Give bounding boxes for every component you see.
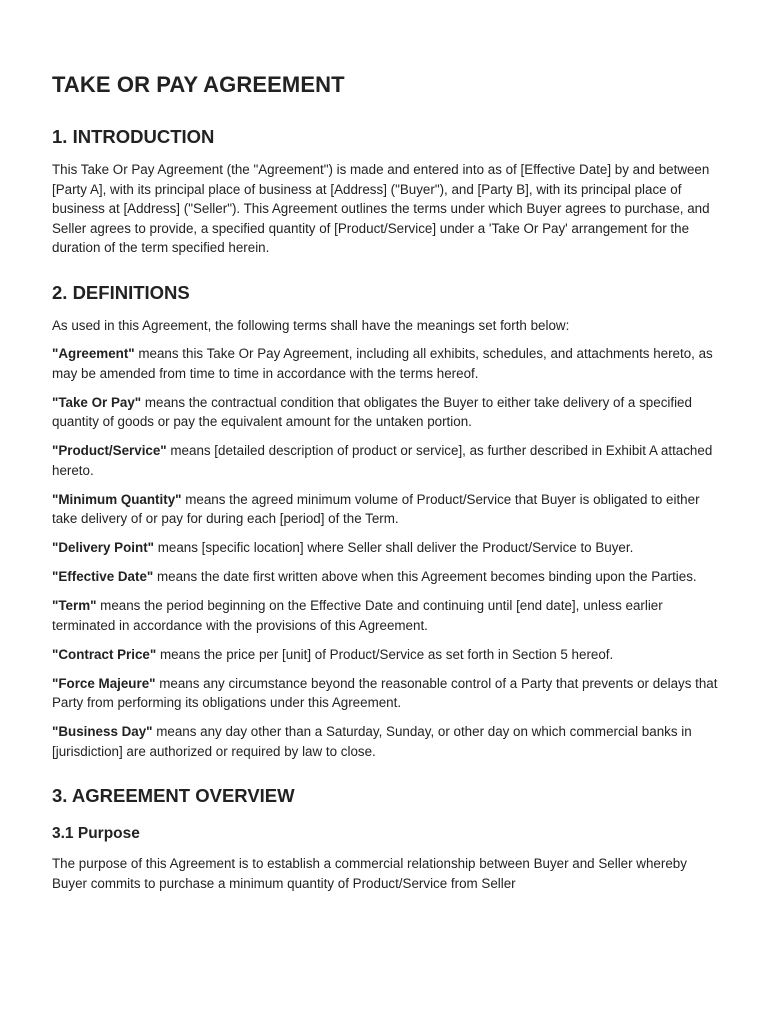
definition-term: "Contract Price" (52, 646, 157, 662)
definition-business-day (52, 722, 720, 761)
definition-text: means the period beginning on the Effective Date and continuing until [end date], unless earlier terminated in accordance with the provisions of this Agreement. (52, 598, 663, 633)
definition-minimum-quantity (52, 490, 720, 529)
definition-effective-date (52, 567, 720, 587)
definition-term: "Minimum Quantity" (52, 491, 182, 507)
definition-text: means any circumstance beyond the reasonable control of a Party that prevents or delays that Party from performing its obligations under this Agreement. (52, 675, 718, 710)
definition-delivery-point (52, 538, 720, 558)
definition-term: "Agreement" (52, 346, 135, 361)
definition-text: means [specific location] where Seller shall deliver the Product/Service to Buyer. (154, 540, 634, 555)
definition-text: means the contractual condition that obligates the Buyer to either take delivery of a specified quantity of goods or pay the equivalent amount for the untaken portion. (52, 394, 692, 429)
definition-agreement (52, 344, 720, 383)
definition-force-majeure (52, 674, 720, 713)
definition-term: "Take Or Pay" (52, 394, 142, 410)
definition-product-service (52, 441, 720, 480)
definition-text: means the agreed minimum volume of Product/Service that Buyer is obligated to either take delivery of or pay for during each [period] of the Term. (52, 491, 700, 526)
definition-text: means any day other than a Saturday, Sunday, or other day on which commercial banks in [jurisdiction] are authorized or required by law to close. (52, 724, 692, 759)
definitions-lead-paragraph: As used in this Agreement, the following terms shall have the meanings set forth below: (52, 317, 570, 333)
document-page (52, 70, 720, 902)
definition-take-or-pay (52, 393, 720, 432)
purpose-paragraph: The purpose of this Agreement is to establish a commercial relationship between Buyer and Seller whereby Buyer commits to purchase a minimum quantity of Product/Service from Seller (52, 856, 687, 891)
definition-term: "Effective Date" (52, 569, 154, 584)
section-heading-introduction: 1. INTRODUCTION (52, 126, 215, 147)
document-title: TAKE OR PAY AGREEMENT (52, 72, 345, 97)
definition-term: "Force Majeure" (52, 675, 156, 691)
definition-text: means this Take Or Pay Agreement, including all exhibits, schedules, and attachments hereto, as may be amended from time to time in accordance with the terms hereof. (52, 346, 713, 381)
definitions-list (52, 344, 720, 761)
section-heading-agreement-overview: 3. AGREEMENT OVERVIEW (52, 785, 295, 806)
definition-text: means the price per [unit] of Product/Service as set forth in Section 5 hereof. (156, 646, 614, 662)
definition-text: means [detailed description of product or service], as further described in Exhibit A attached hereto. (52, 443, 713, 478)
definition-term: "Delivery Point" (52, 540, 154, 555)
section-heading-definitions: 2. DEFINITIONS (52, 281, 190, 303)
definition-text: means the date first written above when this Agreement becomes binding upon the Parties. (153, 569, 697, 584)
definition-term: "Product/Service" (52, 443, 167, 458)
definition-term-period (52, 596, 720, 635)
definition-term: "Term" (52, 598, 97, 613)
introduction-paragraph: This Take Or Pay Agreement (the "Agreement") is made and entered into as of [Effective Date] by and between [Party A], with its principal place of business at [Address] ("Buyer"), and [Party B], with its principal place of business at [Address] ("Seller"). This Agreement outlines the terms under which Buyer agrees to purchase, and Seller agrees to provide, a specified quantity of [Product/Service] under a 'Take Or Pay' arrangement for the duration of the term specified herein. (52, 162, 710, 255)
definition-term: "Business Day" (52, 724, 153, 739)
subsection-heading-purpose: 3.1 Purpose (52, 825, 140, 842)
definition-contract-price (52, 645, 720, 665)
